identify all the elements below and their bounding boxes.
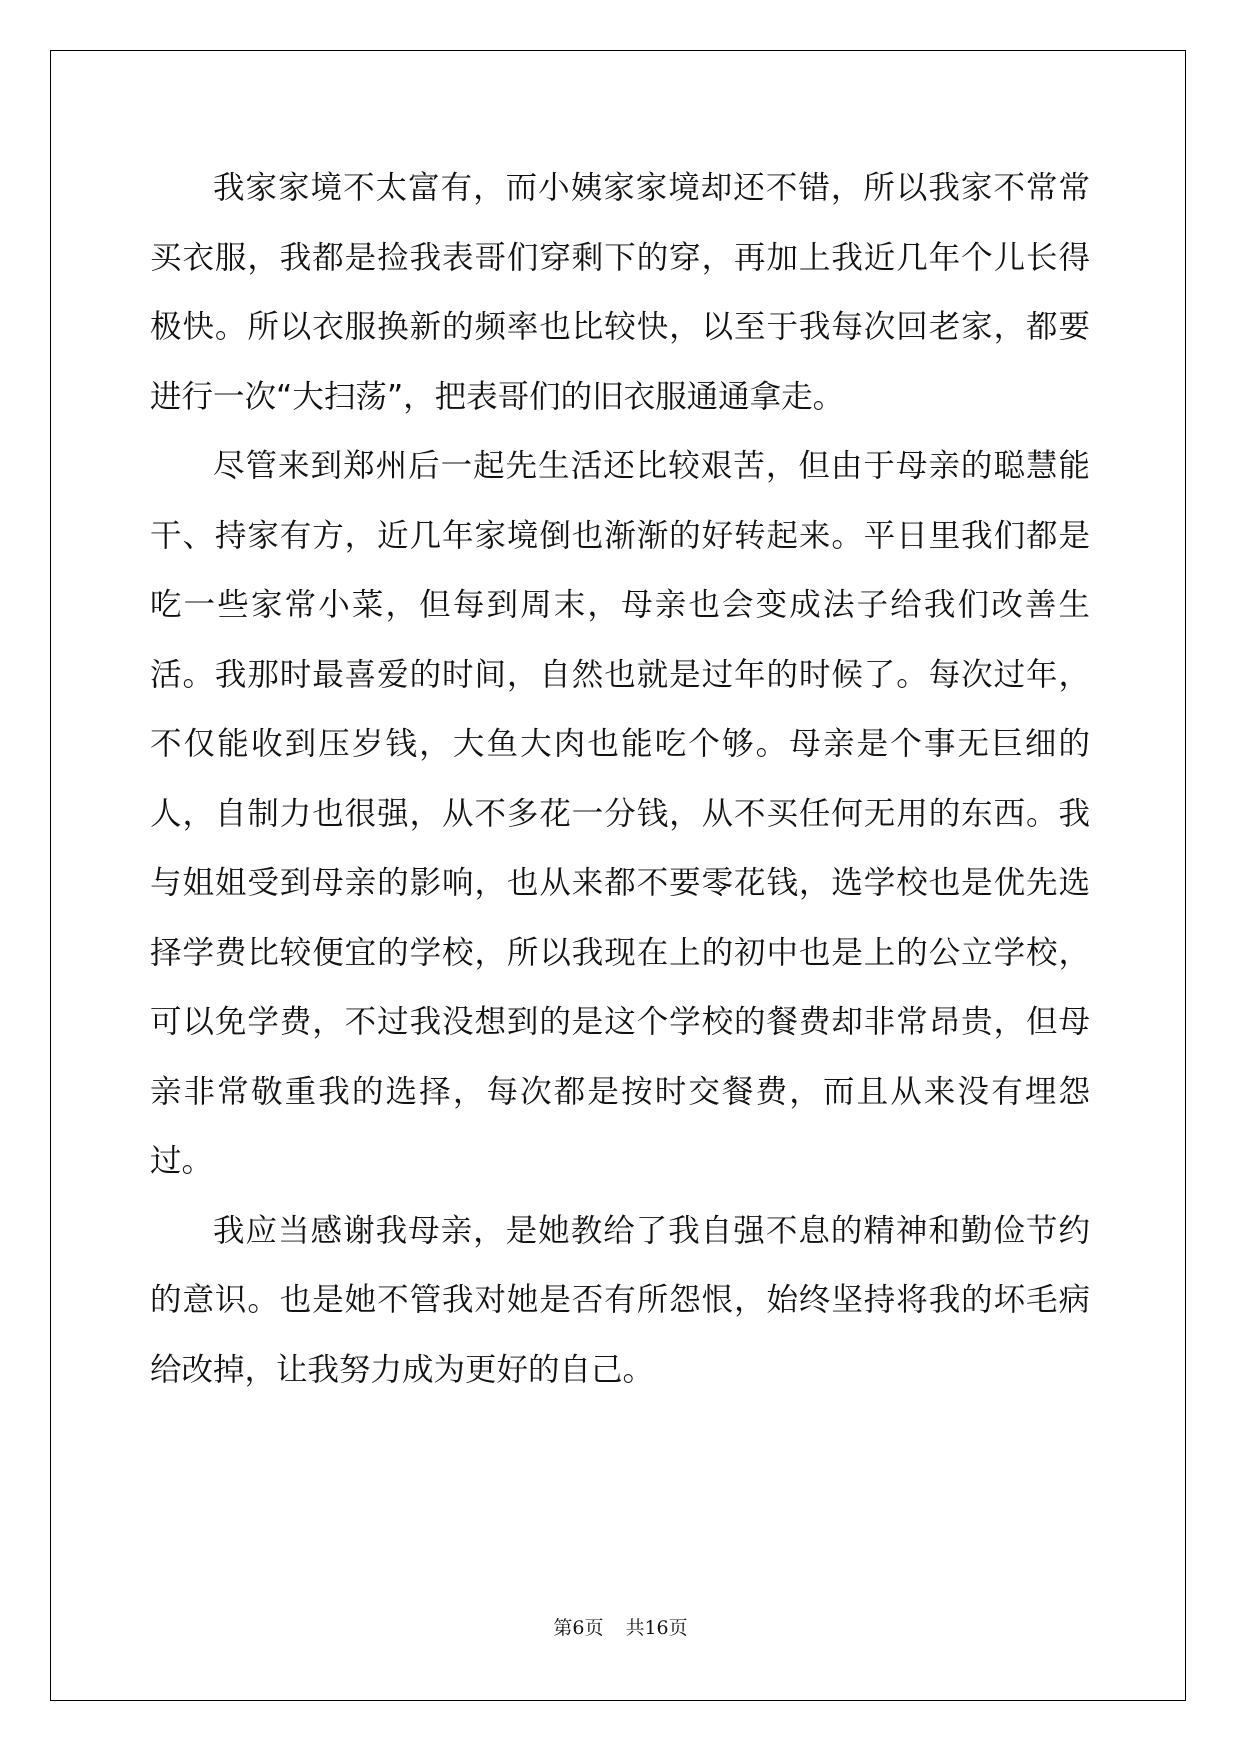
total-pages-label: 共16页	[625, 1617, 688, 1639]
document-body	[150, 154, 1090, 1405]
paragraph-2: 尽管来到郑州后一起先生活还比较艰苦，但由于母亲的聪慧能干、持家有方，近几年家境倒也渐渐的好转起来。平日里我们都是吃一些家常小菜，但每到周末，母亲也会变成法子给我们改善生活。我那时最喜爱的时间，自然也就是过年的时候了。每次过年，不仅能收到压岁钱，大鱼大肉也能吃个够。母亲是个事无巨细的人，自制力也很强，从不多花一分钱，从不买任何无用的东西。我与姐姐受到母亲的影响，也从来都不要零花钱，选学校也是优先选择学费比较便宜的学校，所以我现在上的初中也是上的公立学校，可以免学费，不过我没想到的是这个学校的餐费却非常昂贵，但母亲非常敬重我的选择，每次都是按时交餐费，而且从来没有埋怨过。	[150, 448, 1090, 1179]
current-page-label: 第6页	[553, 1617, 604, 1639]
page-footer	[0, 1613, 1241, 1640]
paragraph-1: 我家家境不太富有，而小姨家家境却还不错，所以我家不常常买衣服，我都是捡我表哥们穿剩下的穿，再加上我近几年个儿长得极快。所以衣服换新的频率也比较快，以至于我每次回老家，都要进行一次“大扫荡”，把表哥们的旧衣服通通拿走。	[150, 170, 1090, 415]
paragraph-3: 我应当感谢我母亲，是她教给了我自强不息的精神和勤俭节约的意识。也是她不管我对她是否有所怨恨，始终坚持将我的坏毛病给改掉，让我努力成为更好的自己。	[150, 1212, 1090, 1388]
